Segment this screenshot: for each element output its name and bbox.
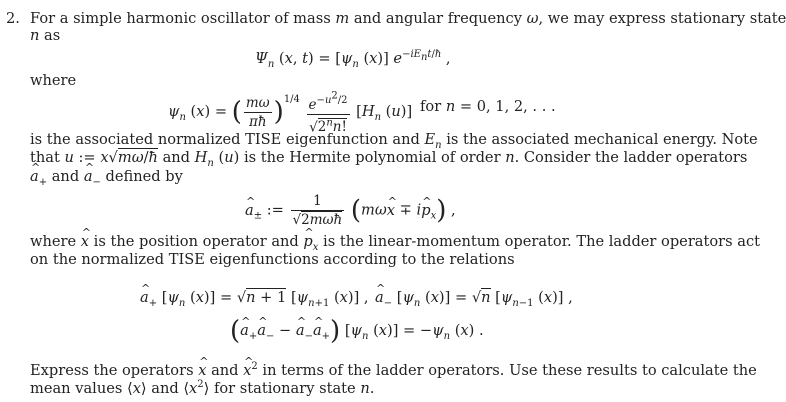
- equation-ladder-def: ^ $a_\pm$ := $\frac{1}{\text{√2mωħ}}$ (mω^ x ∓ i^ $p_x$) ,: [245, 192, 456, 229]
- para2-line-1: is the associated normalized TISE eigenfunction and $E_n$ is the associated mechanical energy. Note: [30, 131, 758, 151]
- equation-condition: for n = 0, 1, 2, . . .: [420, 98, 556, 115]
- problem-number: 2.: [6, 10, 20, 27]
- equation-wavefunction: $\Psi_n$ (x, $t) = [\psi_n$ (x)] $e^{-iE_nt/ħ}$ ,: [255, 49, 451, 70]
- para3-line-2: on the normalized TISE eigenfunctions according to the relations: [30, 251, 515, 268]
- para2-line-2: that u := x√mω/ħ and $H_n$ (u) is the Hermite polynomial of order n. Consider the ladder operators: [30, 149, 748, 169]
- final-line-1: Express the operators ^ x and ^ $x^2$ in terms of the ladder operators. Use these results to calculate the: [30, 358, 757, 380]
- where-label-1: where: [30, 72, 77, 89]
- equation-commutator: (^ $a_+\^{}$ $a_-$ − ^ $a_-\^{}$ $a_+$) [$\psi_n$ $(x)] = -\psi_n$ (x) .: [230, 322, 484, 346]
- equation-raising: ^ $a_+$ [$\psi_n$ (x)] = √n + 1 [$\psi_{n+1}$ (x)] ,: [140, 289, 369, 313]
- para2-line-3: ^ $a_+$ and ^ $a_-$ defined by: [30, 168, 183, 192]
- equation-lowering: ^ $a_-$ [$\psi_n$ (x)] = √n [$\psi_{n-1}$ (x)] ,: [375, 289, 573, 313]
- intro-line-2: n as: [30, 27, 61, 44]
- para3-line-1: where ^ x is the position operator and ^ $p_x$ is the linear-momentum operator. The ladder operators act: [30, 233, 760, 257]
- equation-eigenfunction: $\psi_n$ (x) = ( $\frac{m\omega}{\pi ħ}$ )$^{1/4}$ $\frac{e^{-u^2/2}}{√2^nn!}$ [$H_n$ (u)]: [168, 91, 413, 136]
- intro-line-1: For a simple harmonic oscillator of mass m and angular frequency ω, we may express stationary state: [30, 10, 786, 27]
- final-line-2: mean values ⟨x⟩ and $⟨x^2⟩$ for stationary state n.: [30, 379, 375, 397]
